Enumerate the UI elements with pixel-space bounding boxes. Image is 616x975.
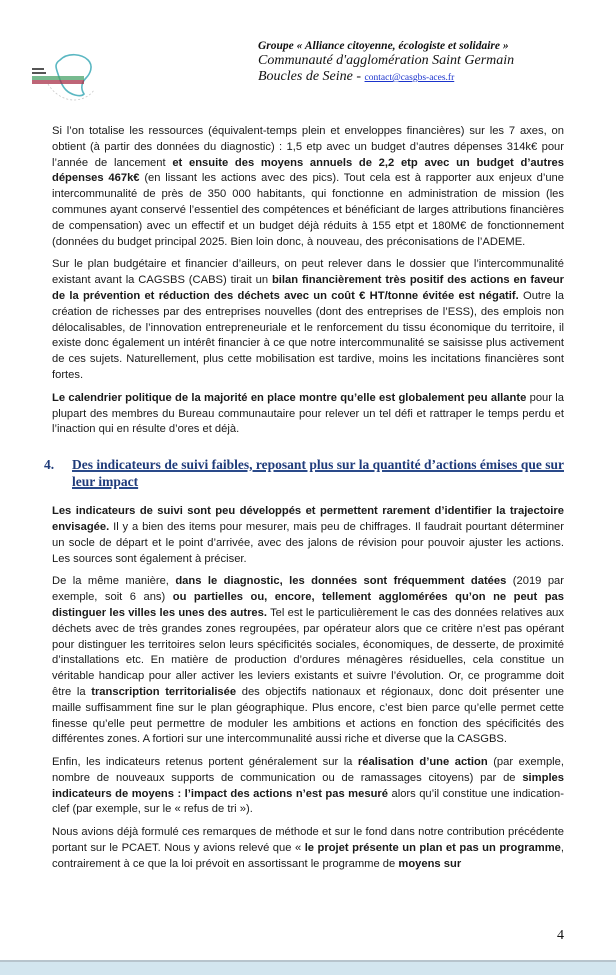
bold-run: bilan financièrement très positif des actions en faveur de la prévention et réduction des déchets avec un coût € HT/tonne évitée est négatif. [52,274,564,302]
text-run: pour la plupart des membres du Bureau communautaire pour relever un tel défi et rattraper le temps perdu et l’inaction qui en résulte d’ores et déjà. [52,391,564,436]
text-run: (2019 par exemple, soit 6 ans) [52,575,564,604]
bold-run: transcription territorialisée [91,685,237,698]
paragraph-indicators [52,504,564,567]
text-run: De la même manière, [52,575,176,588]
section-title: Des indicateurs de suivi faibles, reposant plus sur la quantité d’actions émises que sur leur impact [72,457,564,490]
bold-run: dans le diagnostic, les données sont fréquemment datées [175,575,507,588]
group-name: Groupe « Alliance citoyenne, écologiste et solidaire » [258,40,509,52]
bold-run: et ensuite des moyens annuels de 2,2 etp avec un budget d’autres dépenses 467k€ [52,156,565,185]
section-number: 4. [44,457,55,473]
paragraph-calendar [52,391,564,438]
organization-line-2 [258,69,598,86]
bold-run: Le calendrier politique de la majorité en place montre qu’elle est globalement peu allante [52,391,527,404]
paragraph-budget [52,257,564,383]
organization-line-1: Communauté d'agglomération Saint Germain [258,53,515,68]
text-run: des objectifs nationaux et régionaux, donc doit présenter une maille suffisamment fine sur le plan géographique. Plus encore, c’est bien parce qu’elle permet cette finesse qu’elle peut permettre de moduler les ambitions et actions en fonction des spécificités des différentes zones. A fortiori sur une intercommunalité aussi riche et diverse que la CASGBS. [52,685,565,746]
text-run: (en lissant les actions avec des pics). Tout cela est à rapporter aux enjeux d’une intercommunalité de près de 350 000 habitants, qui fonctionne en administration de mission (les communes ayant conservé l’essentiel des compétences et bénéficiant de larges attributions financières de compensation) avec un effectif et un budget déjà réduits à 155 etpt et 180M€ de fonctionnement (données du budget principal 2025. Bien loin donc, à nouveau, des préconisations de l’ADEME. [52,172,564,248]
text-run: Si l’on totalise les ressources (équivalent-temps plein et enveloppes financières) sur les 7 axes, on obtient (à partir des données du diagnostic) : 1,5 etp avec un budget d’autres dépenses 314k€ pour l’année de lancement [52,125,564,169]
letterhead [258,40,598,86]
organization-line-2-text: Boucles de Seine [258,69,353,84]
text-run: Nous avions déjà formulé ces remarques de méthode et sur le fond dans notre contribution précédente portant sur le PCAET. Nous y avions relevé que « [52,826,564,855]
bold-run: le projet présente un plan et pas un programme [304,842,561,855]
paragraph-diagnostic-data [52,574,564,748]
text-run: Sur le plan budgétaire et financier d’ailleurs, on peut relever dans le dossier que l’intercommunalité existant avant la CAGSBS (CABS) tirait un [52,258,564,287]
paragraph-pcaet [52,825,564,872]
paragraph-indicator-types [52,755,564,818]
bold-run: Les indicateurs de suivi sont peu développés et permettent rarement d’identifier la trajectoire envisagée. [52,505,564,533]
section-heading-4 [44,456,564,490]
viewer-bottom-bar [0,960,616,975]
text-run: , contrairement à ce que la loi prévoit en assortissant le programme de [52,842,564,870]
page-number: 4 [557,928,564,943]
text-run: Enfin, les indicateurs retenus portent généralement sur la [52,756,358,769]
document-body [44,124,565,880]
text-run: Il y a bien des items pour mesurer, mais peu de chiffrages. Il faudrait pourtant déterminer un socle de départ et le point d’arrivée, avec des jalons de révision pour pouvoir ajuster les actions. Les sources sont également à préciser. [52,520,564,565]
contact-email-link[interactable]: contact@casgbs-aces.fr [364,73,455,83]
text-run: Outre la création de richesses par des entreprises nouvelles (dont des entreprises de l’ESS), des emplois non délocalisables, de l’innovation entrepreneuriale et le renforcement du tissu économique du territoire, il existe donc également un intérêt financier à ce que notre intercommunalité se saisisse plus activement de ces sujets. Naturellement, plus cette mobilisation est tardive, moins les incitations financières sont fortes. [52,289,564,381]
bold-run: ou partielles ou, encore, tellement agglomérées qu’on ne peut pas distinguer les villes les unes des autres. [52,591,564,619]
text-run: alors qu’il constitue une indication-clef (par exemple, sur le « refus de tri »). [52,787,564,816]
bold-run: réalisation d’une action [357,756,488,769]
separator: - [352,69,365,84]
text-run: Tel est le particulièrement le cas des données relatives aux déchets avec de très grandes zones regroupées, par opérateur alors que ce critère n’est pas opérant pour distinguer les territoires selon leurs spécificités sociales, économiques, de desserte, de proximité d’installations etc. En matière de production d’ordures ménagères résiduelles, cela constitue un véritable handicap pour aller activer les leviers existants et suivre l’évolution. Or, ce programme doit être la [52,606,564,698]
paragraph-resources [52,124,564,250]
bold-run: simples indicateurs de moyens : l’impact des actions n’est pas mesuré [52,771,564,800]
text-run: (par exemple, nombre de nouveaux supports de communication ou de ramassages citoyens) par de [52,756,565,784]
bold-run: moyens sur [398,857,462,870]
aces-map-logo-icon [30,50,100,105]
